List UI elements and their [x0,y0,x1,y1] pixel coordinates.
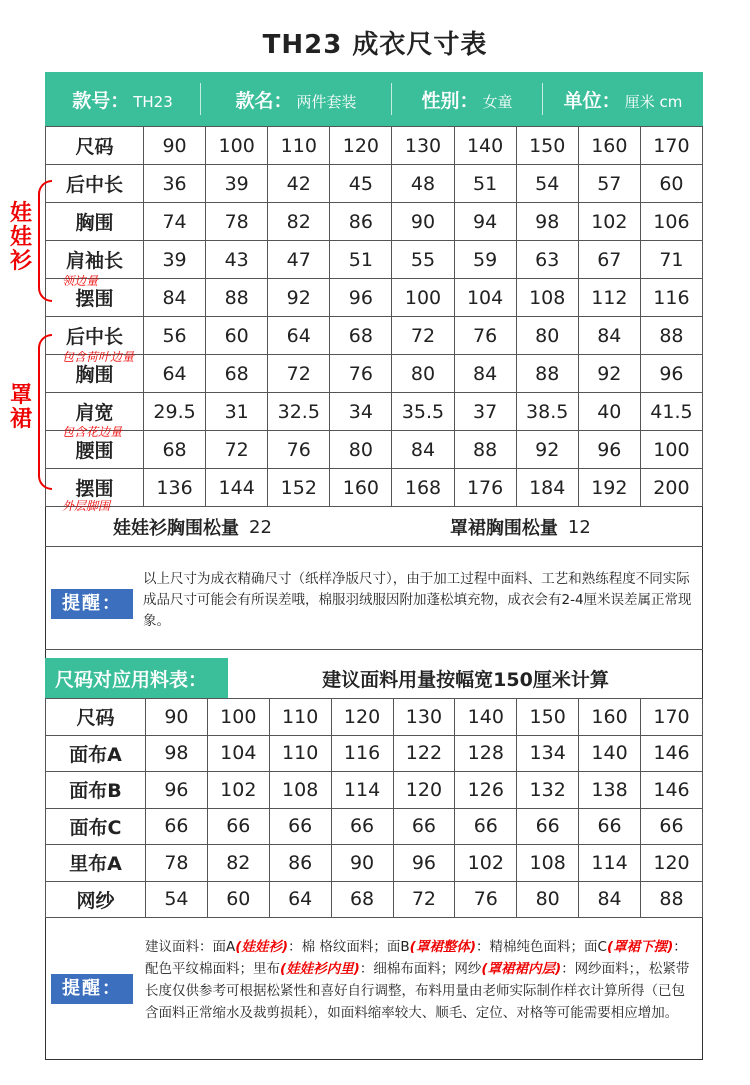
value-cell: 120 [641,845,703,882]
value-cell: 64 [269,881,331,918]
value-cell: 78 [146,845,208,882]
fabric-label: 尺码对应用料表： [45,658,228,698]
ease-value-top: 22 [249,516,272,538]
value-cell: 100 [640,431,702,469]
value-cell: 54 [146,881,208,918]
style-no [45,86,200,113]
value-cell: 168 [392,469,454,507]
value-cell: 90 [392,203,454,241]
note-ruffle: 包含荷叶边量 [62,350,135,364]
value-cell: 34 [330,393,392,431]
ease-row [45,508,703,546]
value-cell: 84 [579,881,641,918]
table-row [46,393,703,431]
value-cell: 134 [517,735,579,772]
value-cell: 98 [146,735,208,772]
value-cell: 68 [330,317,392,355]
row-label-cell: 胸围 [46,203,144,241]
value-cell: 102 [207,772,269,809]
value-cell: 55 [392,241,454,279]
value-cell: 88 [206,279,268,317]
value-cell: 66 [579,808,641,845]
value-cell: 60 [207,881,269,918]
tip2-highlight: (娃娃衫) [235,939,289,955]
value-cell: 43 [206,241,268,279]
brace-top [38,180,52,302]
value-cell: 72 [268,355,330,393]
value-cell: 114 [579,845,641,882]
value-cell: 126 [455,772,517,809]
table-row [46,881,703,918]
value-cell: 192 [578,469,640,507]
value-cell: 39 [144,241,206,279]
value-cell: 146 [641,772,703,809]
table-row [46,469,703,507]
value-cell: 66 [146,808,208,845]
table-row [46,355,703,393]
note-collar: 领边量 [62,274,99,288]
value-cell: 184 [516,469,578,507]
value-cell: 132 [517,772,579,809]
fabric-subtitle: 建议面料用量按幅宽150厘米计算 [322,668,609,691]
fabric-header [45,658,703,698]
value-cell: 45 [330,165,392,203]
style-no-label: 款号： [72,89,130,112]
value-cell: 92 [268,279,330,317]
value-cell: 108 [516,279,578,317]
value-cell: 90 [331,845,393,882]
value-cell: 94 [454,203,516,241]
value-cell: 108 [517,845,579,882]
note-lace: 包含花边量 [62,425,123,439]
size-header-cell: 90 [144,127,206,165]
value-cell: 36 [144,165,206,203]
value-cell: 160 [330,469,392,507]
table-row [46,241,703,279]
tip2-text: 建议面料：面A [145,939,236,955]
value-cell: 116 [640,279,702,317]
size-header-cell: 140 [455,699,517,736]
value-cell: 144 [206,469,268,507]
value-cell: 67 [578,241,640,279]
value-cell: 110 [269,735,331,772]
value-cell: 37 [454,393,516,431]
value-cell: 68 [144,431,206,469]
gender-label: 性别： [421,89,479,112]
value-cell: 82 [207,845,269,882]
table-header-row [46,127,703,165]
value-cell: 66 [517,808,579,845]
page-title: TH23 成衣尺寸表 [262,30,488,60]
unit [543,86,703,113]
row-label-cell: 腰围 [46,431,144,469]
value-cell: 120 [393,772,455,809]
tip2-highlight: (娃娃衫内里) [280,961,360,977]
table-row [46,772,703,809]
value-cell: 84 [144,279,206,317]
value-cell: 78 [206,203,268,241]
tip2-text: ：精棉纯色面料；面C [476,939,607,955]
value-cell: 64 [268,317,330,355]
value-cell: 86 [330,203,392,241]
value-cell: 47 [268,241,330,279]
size-header-cell: 130 [392,127,454,165]
size-header-cell: 130 [393,699,455,736]
value-cell: 68 [206,355,268,393]
reminder-box-1 [45,546,703,650]
tip2-highlight: (罩裙下摆) [606,939,674,955]
style-name-value: 两件套装 [296,92,357,111]
value-cell: 66 [641,808,703,845]
value-cell: 76 [454,317,516,355]
value-cell: 56 [144,317,206,355]
row-label-cell: 面布A [46,735,146,772]
table-row [46,735,703,772]
value-cell: 108 [269,772,331,809]
row-label-cell: 里布A [46,845,146,882]
gender-value: 女童 [482,92,513,111]
value-cell: 32.5 [268,393,330,431]
table-row [46,165,703,203]
table-row [46,845,703,882]
value-cell: 88 [516,355,578,393]
value-cell: 51 [454,165,516,203]
value-cell: 41.5 [640,393,702,431]
value-cell: 96 [578,431,640,469]
value-cell: 68 [331,881,393,918]
value-cell: 72 [393,881,455,918]
row-label-cell: 摆围 [46,279,144,317]
value-cell: 54 [516,165,578,203]
size-header-cell: 100 [207,699,269,736]
table-row [46,808,703,845]
value-cell: 146 [641,735,703,772]
row-label-cell: 胸围 [46,355,144,393]
tip2-text: ：棉 格纹面料；面B [288,939,410,955]
tip2-highlight: (罩裙裙内层) [481,961,562,977]
value-cell: 104 [207,735,269,772]
size-header-cell: 120 [331,699,393,736]
reminder-box-2 [45,918,703,1060]
value-cell: 176 [454,469,516,507]
table-row [46,279,703,317]
size-table [45,126,703,507]
value-cell: 112 [578,279,640,317]
value-cell: 51 [330,241,392,279]
value-cell: 74 [144,203,206,241]
value-cell: 63 [516,241,578,279]
value-cell: 59 [454,241,516,279]
value-cell: 84 [578,317,640,355]
value-cell: 88 [641,881,703,918]
value-cell: 39 [206,165,268,203]
size-header-cell: 170 [640,127,702,165]
value-cell: 100 [392,279,454,317]
value-cell: 82 [268,203,330,241]
row-label-cell: 后中长 [46,317,144,355]
value-cell: 136 [144,469,206,507]
value-cell: 102 [455,845,517,882]
value-cell: 106 [640,203,702,241]
value-cell: 116 [331,735,393,772]
value-cell: 60 [640,165,702,203]
value-cell: 29.5 [144,393,206,431]
style-name [201,86,391,113]
size-header-cell: 170 [641,699,703,736]
value-cell: 104 [454,279,516,317]
size-header-cell: 160 [578,127,640,165]
value-cell: 80 [517,881,579,918]
value-cell: 66 [455,808,517,845]
value-cell: 140 [579,735,641,772]
value-cell: 88 [640,317,702,355]
row-label-cell: 面布B [46,772,146,809]
row-label-cell: 后中长 [46,165,144,203]
table-header-row [46,699,703,736]
reminder-badge-2: 提醒： [51,974,133,1004]
value-cell: 71 [640,241,702,279]
value-cell: 38.5 [516,393,578,431]
tip2-text: ：细棉布面料；网纱 [359,961,482,977]
style-name-label: 款名： [235,89,293,112]
reminder-text-1: 以上尺寸为成衣精确尺寸（纸样净版尺寸），由于加工过程中面料、工艺和熟练程度不同实际成品尺寸可能会有所误差哦，棉服羽绒服因附加蓬松填充物，成衣会有2-4厘米误差属正常现象。 [143,571,692,629]
value-cell: 57 [578,165,640,203]
value-cell: 152 [268,469,330,507]
value-cell: 96 [330,279,392,317]
value-cell: 122 [393,735,455,772]
value-cell: 80 [516,317,578,355]
reminder-text-2 [145,936,693,1024]
row-label-cell: 肩袖长 [46,241,144,279]
row-label-cell: 摆围 [46,469,144,507]
value-cell: 66 [207,808,269,845]
value-cell: 96 [146,772,208,809]
fabric-table [45,698,703,918]
value-cell: 84 [454,355,516,393]
value-cell: 66 [393,808,455,845]
value-cell: 35.5 [392,393,454,431]
value-cell: 128 [455,735,517,772]
size-header-cell: 150 [516,127,578,165]
value-cell: 102 [578,203,640,241]
row-label-cell: 网纱 [46,881,146,918]
value-cell: 31 [206,393,268,431]
row-label-cell: 肩宽 [46,393,144,431]
value-cell: 98 [516,203,578,241]
size-header-cell: 140 [454,127,516,165]
reminder-badge: 提醒： [51,589,133,619]
value-cell: 96 [640,355,702,393]
value-cell: 76 [268,431,330,469]
value-cell: 200 [640,469,702,507]
ease-label-top: 娃娃衫胸围松量 [113,518,239,539]
value-cell: 92 [578,355,640,393]
note-outer-hem: 外层脚围 [62,499,111,513]
value-cell: 80 [392,355,454,393]
unit-value: 厘米 cm [624,92,683,111]
row-label-cell: 面布C [46,808,146,845]
size-header-cell: 100 [206,127,268,165]
value-cell: 48 [392,165,454,203]
value-cell: 84 [392,431,454,469]
brace-bottom [38,334,52,490]
size-header-cell: 110 [269,699,331,736]
style-no-value: TH23 [133,92,173,111]
ease-value-bottom: 12 [567,516,591,538]
value-cell: 114 [331,772,393,809]
value-cell: 60 [206,317,268,355]
value-cell: 64 [144,355,206,393]
value-cell: 96 [393,845,455,882]
size-header-cell: 160 [579,699,641,736]
value-cell: 72 [392,317,454,355]
size-header-cell: 90 [146,699,208,736]
header-label-cell: 尺码 [46,699,146,736]
size-header-cell: 150 [517,699,579,736]
value-cell: 40 [578,393,640,431]
gender [392,86,542,113]
table-row [46,431,703,469]
value-cell: 92 [516,431,578,469]
tip2-text: ：网纱面料；，松紧带长度仅供参考可根据松紧性和喜好自行调整，布料用量由老师实际制作样衣计算所得（已包含面料正常缩水及裁剪损耗），如面料缩率较大、顺毛、定位、对格等可能需要相应增加。 [145,961,690,1021]
value-cell: 66 [331,808,393,845]
group-label-top: 娃娃衫 [9,201,32,274]
tip2-text: ：配色平纹棉面料；里布 [145,939,687,977]
size-header-cell: 120 [330,127,392,165]
size-header-cell: 110 [268,127,330,165]
value-cell: 42 [268,165,330,203]
value-cell: 76 [455,881,517,918]
table-row [46,203,703,241]
tip2-highlight: (罩裙整体) [409,939,476,955]
table-row [46,317,703,355]
group-label-bottom: 罩裙 [9,383,32,432]
ease-label-bottom: 罩裙胸围松量 [449,518,558,539]
info-header [45,72,703,126]
header-label-cell: 尺码 [46,127,144,165]
value-cell: 138 [579,772,641,809]
unit-label: 单位： [563,89,621,112]
value-cell: 76 [330,355,392,393]
value-cell: 72 [206,431,268,469]
value-cell: 66 [269,808,331,845]
value-cell: 86 [269,845,331,882]
value-cell: 80 [330,431,392,469]
value-cell: 88 [454,431,516,469]
